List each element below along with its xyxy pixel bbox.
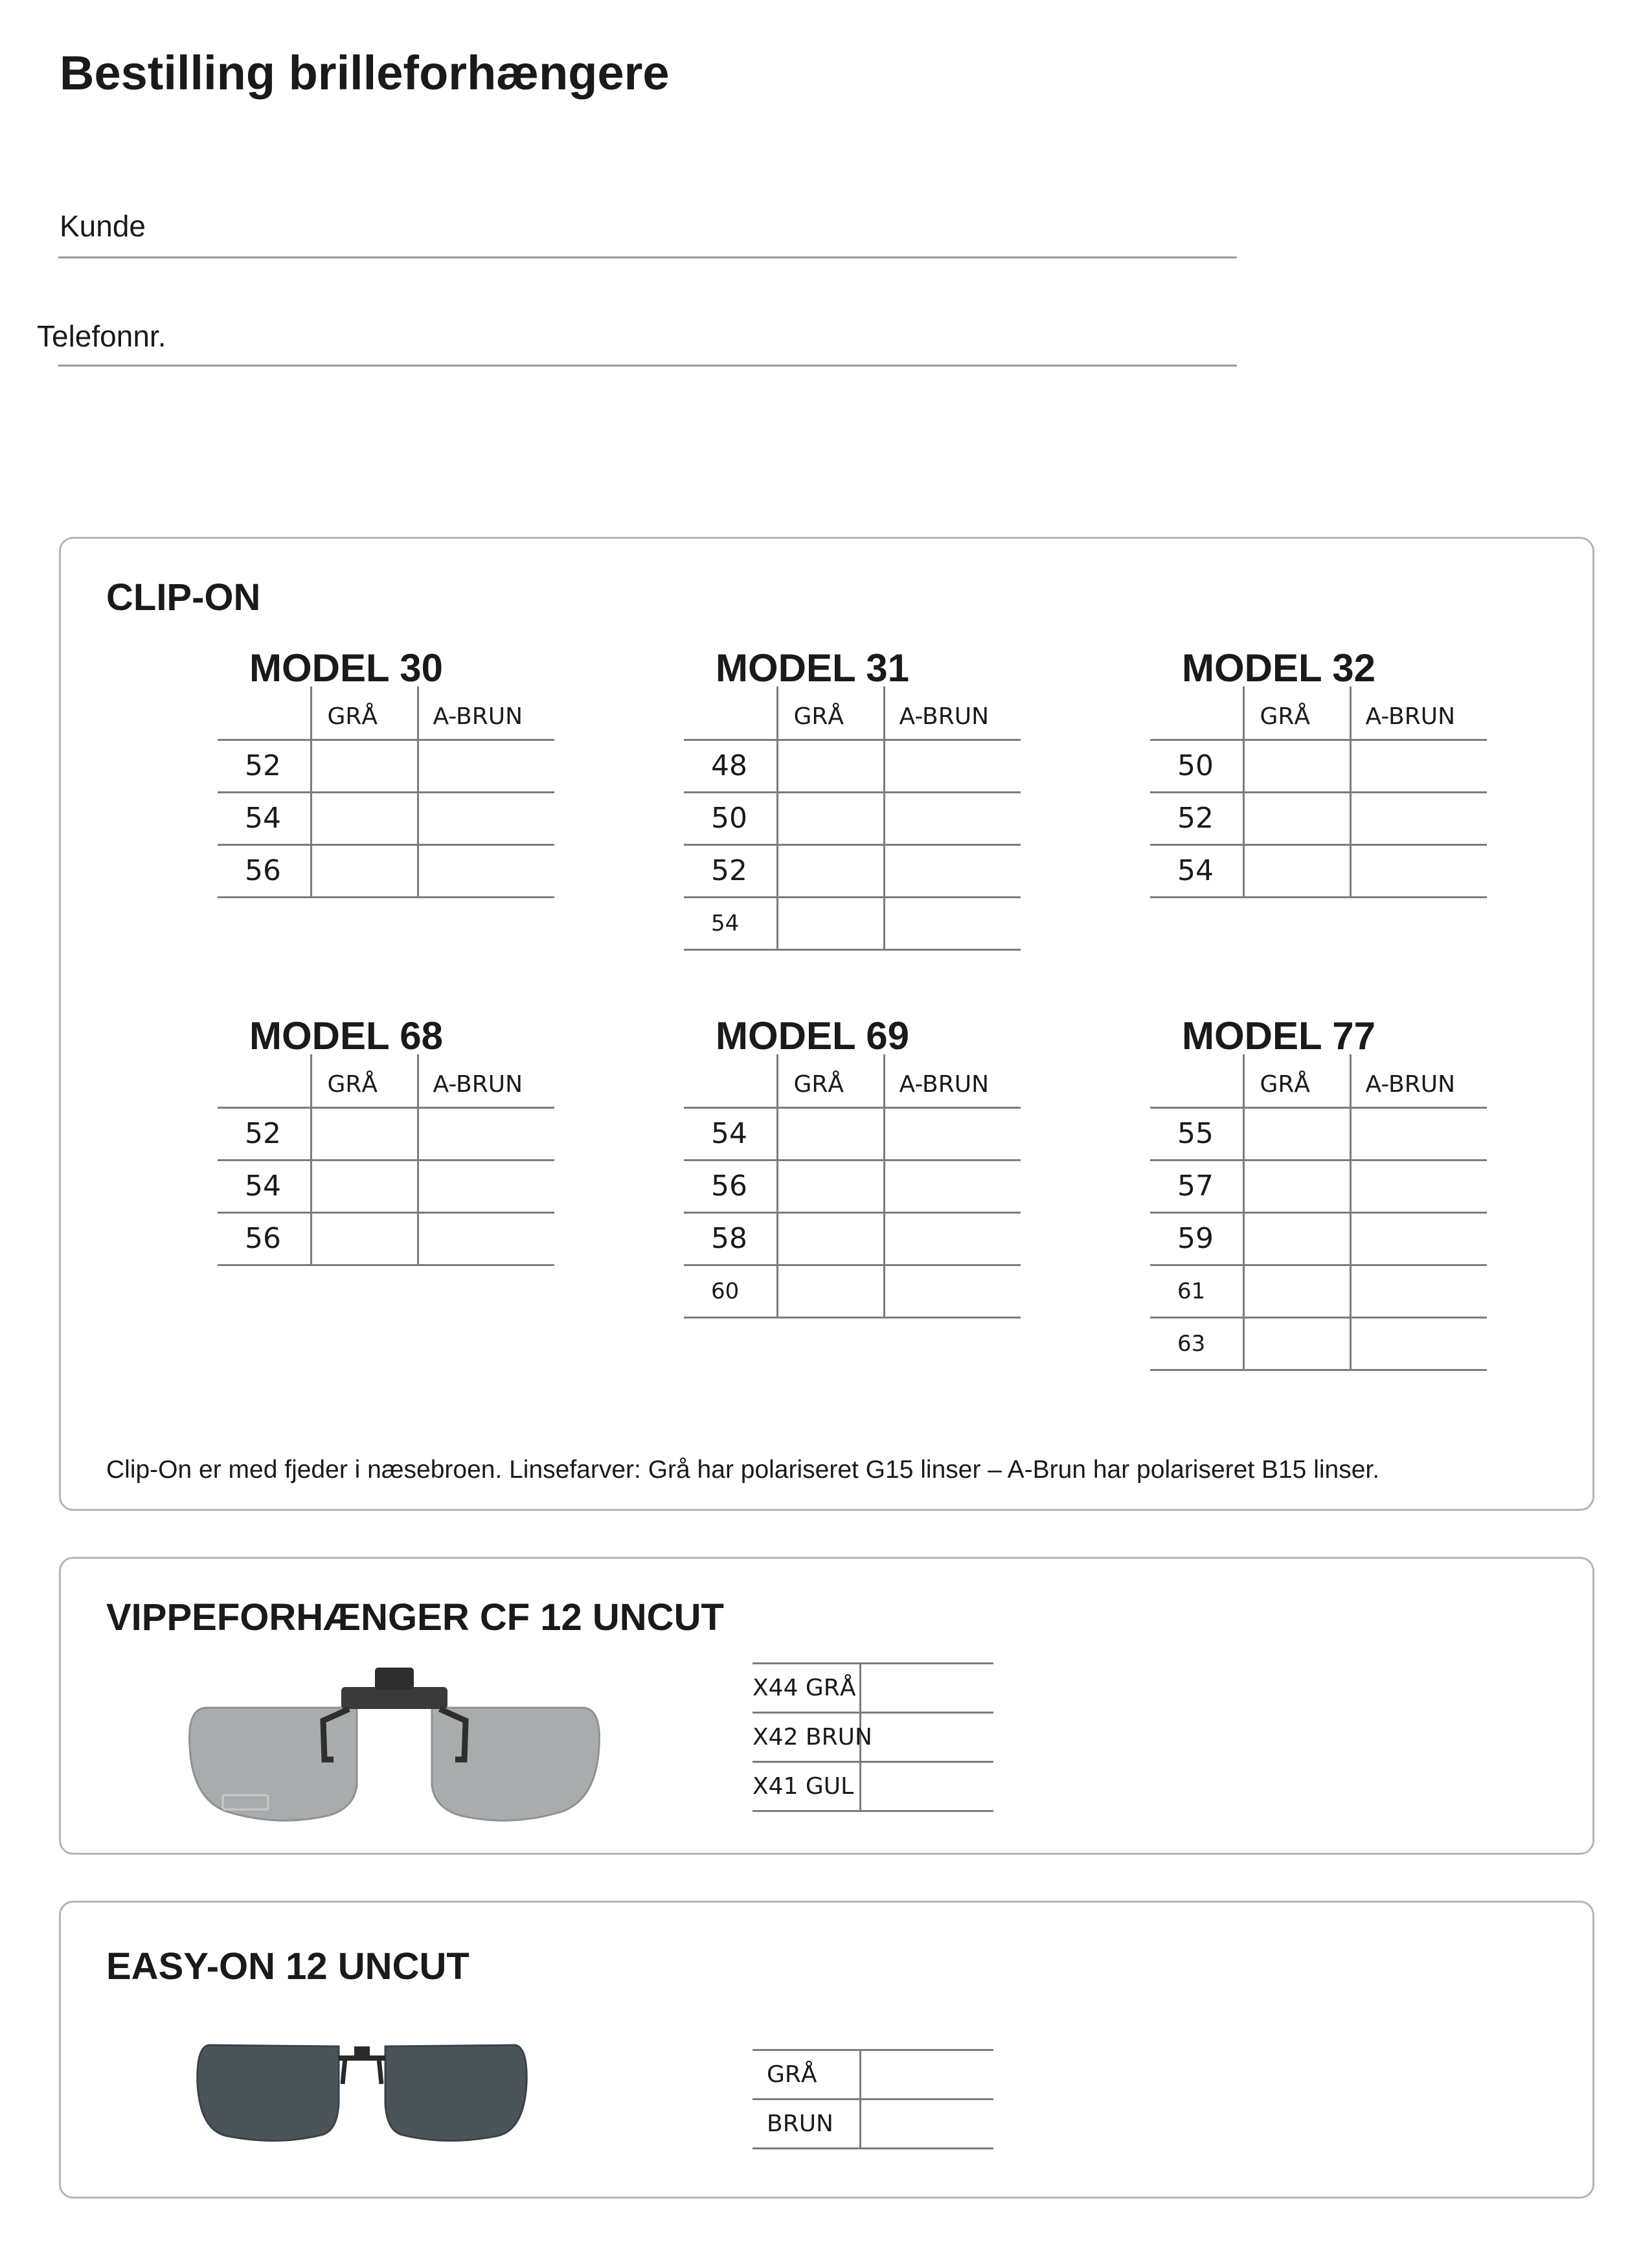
flip-up-sunglasses-icon: [187, 1662, 602, 1831]
customer-field-line[interactable]: [58, 256, 1237, 258]
table-row: [1150, 1317, 1487, 1370]
size-value: 60: [684, 1265, 777, 1317]
brown-quantity-cell[interactable]: [884, 1212, 1021, 1265]
model-title: MODEL 77: [1182, 1014, 1375, 1058]
option-label: X44 GRÅ: [752, 1664, 860, 1713]
gray-quantity-cell[interactable]: [311, 1160, 418, 1212]
gray-column-header: GRÅ: [777, 1054, 884, 1107]
size-value: 57: [1150, 1160, 1243, 1212]
brown-quantity-cell[interactable]: [1350, 1107, 1487, 1160]
table-row: [684, 1265, 1021, 1317]
brown-quantity-cell[interactable]: [884, 844, 1021, 897]
gray-column-header: GRÅ: [777, 686, 884, 740]
vippe-options-table: [752, 1662, 993, 1812]
gray-column-header: GRÅ: [311, 686, 418, 740]
brown-quantity-cell[interactable]: [418, 740, 554, 792]
brown-column-header: A-BRUN: [1350, 1054, 1487, 1107]
table-row: [1150, 792, 1487, 844]
size-value: 55: [1150, 1107, 1243, 1160]
gray-quantity-cell[interactable]: [311, 792, 418, 844]
brown-quantity-cell[interactable]: [1350, 740, 1487, 792]
size-value: 56: [218, 1212, 311, 1265]
gray-column-header: GRÅ: [311, 1054, 418, 1107]
size-header: [218, 1054, 311, 1107]
gray-quantity-cell[interactable]: [311, 1212, 418, 1265]
size-value: 56: [218, 844, 311, 897]
gray-column-header: GRÅ: [1243, 686, 1350, 740]
table-row: [218, 1107, 554, 1160]
model-size-table: [1150, 1054, 1487, 1371]
vippe-panel: [59, 1557, 1594, 1855]
gray-quantity-cell[interactable]: [1243, 1265, 1350, 1317]
table-row: [1150, 1107, 1487, 1160]
gray-quantity-cell[interactable]: [1243, 792, 1350, 844]
option-label: GRÅ: [752, 2050, 860, 2100]
model-size-table: [218, 686, 554, 898]
size-value: 54: [684, 897, 777, 949]
gray-quantity-cell[interactable]: [1243, 740, 1350, 792]
gray-quantity-cell[interactable]: [1243, 1107, 1350, 1160]
table-row: [684, 844, 1021, 897]
table-row: [684, 897, 1021, 949]
model-size-table: [684, 1054, 1021, 1319]
size-value: 54: [218, 1160, 311, 1212]
size-value: 56: [684, 1160, 777, 1212]
brown-quantity-cell[interactable]: [1350, 1212, 1487, 1265]
size-value: 61: [1150, 1265, 1243, 1317]
option-quantity-cell[interactable]: [860, 1664, 993, 1713]
gray-quantity-cell[interactable]: [777, 792, 884, 844]
brown-quantity-cell[interactable]: [884, 740, 1021, 792]
option-quantity-cell[interactable]: [860, 1762, 993, 1811]
option-label: X42 BRUN: [752, 1713, 860, 1762]
model-size-table: [684, 686, 1021, 951]
option-label: BRUN: [752, 2100, 860, 2149]
gray-quantity-cell[interactable]: [311, 1107, 418, 1160]
table-row: [218, 844, 554, 897]
size-value: 50: [684, 792, 777, 844]
size-header: [1150, 686, 1243, 740]
size-header: [1150, 1054, 1243, 1107]
size-value: 54: [684, 1107, 777, 1160]
gray-quantity-cell[interactable]: [311, 844, 418, 897]
gray-quantity-cell[interactable]: [777, 1160, 884, 1212]
size-header: [684, 686, 777, 740]
size-header: [684, 1054, 777, 1107]
gray-quantity-cell[interactable]: [777, 1265, 884, 1317]
brown-quantity-cell[interactable]: [418, 792, 554, 844]
gray-quantity-cell[interactable]: [777, 897, 884, 949]
option-quantity-cell[interactable]: [860, 1713, 993, 1762]
gray-quantity-cell[interactable]: [1243, 1160, 1350, 1212]
brown-column-header: A-BRUN: [1350, 686, 1487, 740]
easy-on-heading: EASY-ON 12 UNCUT: [106, 1945, 470, 1987]
brown-quantity-cell[interactable]: [1350, 1317, 1487, 1370]
brown-quantity-cell[interactable]: [884, 897, 1021, 949]
size-value: 50: [1150, 740, 1243, 792]
brown-quantity-cell[interactable]: [884, 1265, 1021, 1317]
gray-quantity-cell[interactable]: [777, 740, 884, 792]
model-title: MODEL 68: [249, 1014, 443, 1058]
brown-column-header: A-BRUN: [418, 1054, 554, 1107]
model-title: MODEL 31: [716, 646, 909, 690]
option-row: [752, 1713, 993, 1762]
brown-quantity-cell[interactable]: [884, 792, 1021, 844]
table-row: [218, 1160, 554, 1212]
table-row: [218, 740, 554, 792]
option-row: [752, 1664, 993, 1713]
brown-quantity-cell[interactable]: [1350, 792, 1487, 844]
brown-quantity-cell[interactable]: [418, 844, 554, 897]
size-value: 52: [218, 1107, 311, 1160]
table-row: [1150, 1160, 1487, 1212]
model-title: MODEL 30: [249, 646, 443, 690]
option-label: X41 GUL: [752, 1762, 860, 1811]
gray-quantity-cell[interactable]: [1243, 1212, 1350, 1265]
brown-quantity-cell[interactable]: [418, 1107, 554, 1160]
brown-quantity-cell[interactable]: [1350, 844, 1487, 897]
brown-quantity-cell[interactable]: [884, 1160, 1021, 1212]
gray-quantity-cell[interactable]: [1243, 844, 1350, 897]
brown-quantity-cell[interactable]: [884, 1107, 1021, 1160]
gray-column-header: GRÅ: [1243, 1054, 1350, 1107]
table-row: [1150, 1265, 1487, 1317]
size-value: 52: [218, 740, 311, 792]
brown-column-header: A-BRUN: [884, 1054, 1021, 1107]
option-quantity-cell[interactable]: [860, 2100, 993, 2149]
clip-on-sunglasses-icon: [194, 2032, 530, 2155]
model-title: MODEL 69: [716, 1014, 909, 1058]
page-title: Bestilling brilleforhængere: [60, 46, 670, 100]
table-row: [684, 1212, 1021, 1265]
size-value: 59: [1150, 1212, 1243, 1265]
phone-label: Telefonnr.: [37, 319, 166, 353]
gray-quantity-cell[interactable]: [777, 1107, 884, 1160]
table-row: [1150, 1212, 1487, 1265]
easy-on-panel: [59, 1901, 1594, 2199]
customer-label: Kunde: [60, 209, 146, 243]
gray-quantity-cell[interactable]: [777, 1212, 884, 1265]
brown-column-header: A-BRUN: [418, 686, 554, 740]
clip-on-note: Clip-On er med fjeder i næsebroen. Linsefarver: Grå har polariseret G15 linser – A-Brun har polariseret B15 linser.: [106, 1456, 1380, 1484]
model-size-table: [1150, 686, 1487, 898]
gray-quantity-cell[interactable]: [311, 740, 418, 792]
option-row: [752, 2100, 993, 2149]
size-value: 48: [684, 740, 777, 792]
brown-quantity-cell[interactable]: [1350, 1160, 1487, 1212]
size-header: [218, 686, 311, 740]
table-row: [218, 792, 554, 844]
option-quantity-cell[interactable]: [860, 2050, 993, 2100]
clip-on-heading: CLIP-ON: [106, 576, 261, 618]
table-row: [218, 1212, 554, 1265]
size-value: 54: [1150, 844, 1243, 897]
brown-column-header: A-BRUN: [884, 686, 1021, 740]
brown-quantity-cell[interactable]: [418, 1212, 554, 1265]
vippe-heading: VIPPEFORHÆNGER CF 12 UNCUT: [106, 1596, 724, 1638]
table-row: [684, 792, 1021, 844]
table-row: [684, 1160, 1021, 1212]
table-row: [1150, 740, 1487, 792]
brown-quantity-cell[interactable]: [1350, 1265, 1487, 1317]
size-value: 63: [1150, 1317, 1243, 1370]
model-title: MODEL 32: [1182, 646, 1375, 690]
size-value: 52: [1150, 792, 1243, 844]
gray-quantity-cell[interactable]: [777, 844, 884, 897]
size-value: 52: [684, 844, 777, 897]
gray-quantity-cell[interactable]: [1243, 1317, 1350, 1370]
table-row: [684, 740, 1021, 792]
easy-on-options-table: [752, 2049, 993, 2149]
model-size-table: [218, 1054, 554, 1266]
table-row: [1150, 844, 1487, 897]
size-value: 58: [684, 1212, 777, 1265]
size-value: 54: [218, 792, 311, 844]
table-row: [684, 1107, 1021, 1160]
phone-field-line[interactable]: [58, 365, 1237, 367]
brown-quantity-cell[interactable]: [418, 1160, 554, 1212]
option-row: [752, 2050, 993, 2100]
clip-on-panel: [59, 537, 1594, 1511]
option-row: [752, 1762, 993, 1811]
